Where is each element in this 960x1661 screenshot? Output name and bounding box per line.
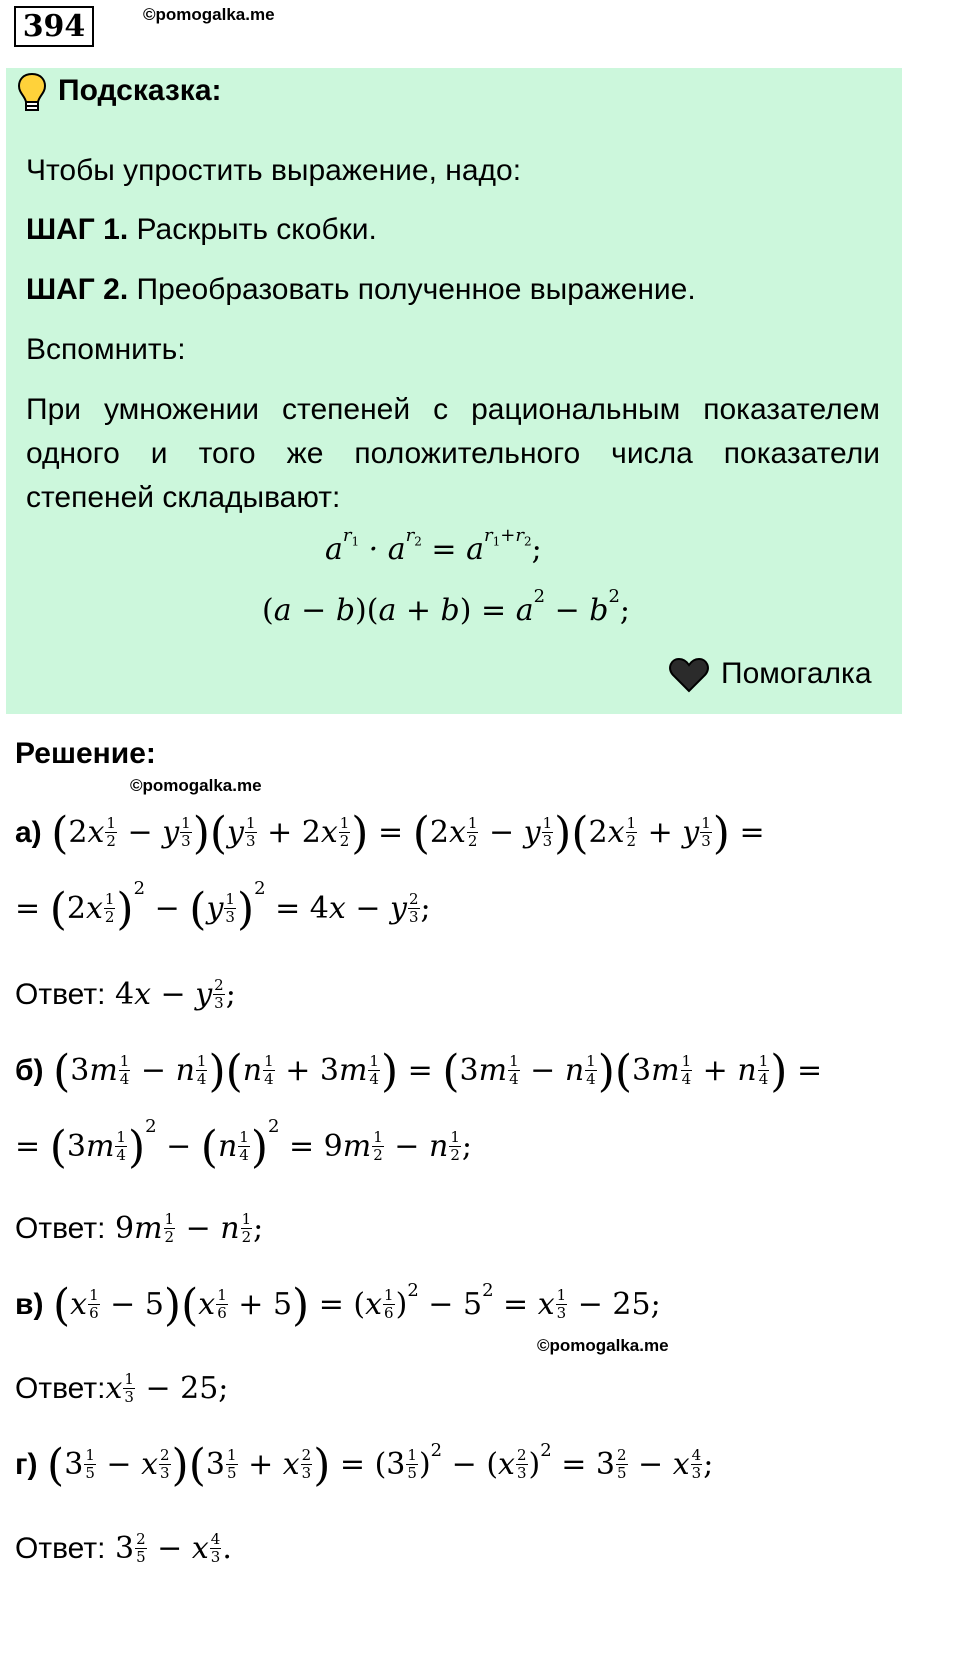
answer-label: Ответ: (15, 978, 106, 1011)
hint-step1 (26, 208, 377, 252)
answer-g: Ответ: 3 $\frac{2}{5}$ − x $\frac{4}{3}$ . (15, 1530, 232, 1566)
solution-b-line2: = (3m $\frac{1}{4}$ )$^2$ − (n $\frac{1}{4}$ )$^2$ = 9m $\frac{1}{2}$ − n $\frac{1}{2}$ ; (15, 1116, 472, 1173)
label-b: б) (15, 1054, 44, 1087)
hint-step2 (26, 268, 696, 312)
solution-title: Решение: (15, 737, 156, 770)
formula-powers: $a^{r_1} \cdot a^{r_2} = a^{r_1+r_2}$; (325, 525, 542, 567)
solution-g: г) (3 $\frac{1}{5}$ − x $\frac{2}{3}$ )(3 $\frac{1}{5}$ + x $\frac{2}{3}$ ) = (3 $\frac{1}{5}$ )$^2$ − (x $\frac{2}{3}$ )$^2$ = 3 $\frac{2}{5}$ − x $\frac{4}{3}$ ; (15, 1440, 714, 1491)
step1-text: Раскрыть скобки. (128, 213, 377, 246)
solution-a-line1: а) (2x $\frac{1}{2}$ − y $\frac{1}{3}$ )(y $\frac{1}{3}$ + 2x $\frac{1}{2}$ ) = (2x $\frac{1}{2}$ − y $\frac{1}{3}$ )(2x $\frac{1}{2}$ + y $\frac{1}{3}$ ) = (15, 808, 765, 859)
hint-rule: При умножении степеней с рациональным показателем одного и того же положительного числа показатели степеней складывают: (26, 393, 880, 514)
watermark: ©pomogalka.me (537, 1336, 669, 1355)
hint-title: Подсказка: (58, 74, 222, 107)
watermark: ©pomogalka.me (143, 5, 275, 24)
watermark: ©pomogalka.me (130, 776, 262, 795)
answer-label: Ответ: (15, 1532, 106, 1565)
lightbulb-icon (16, 72, 48, 114)
step1-label: ШАГ 1. (26, 213, 129, 246)
hint-remember: Вспомнить: (26, 333, 186, 366)
task-number: 394 (14, 6, 94, 47)
answer-label: Ответ: (15, 1372, 106, 1405)
answer-label: Ответ: (15, 1212, 106, 1245)
solution-a-line2: = (2x $\frac{1}{2}$ )$^2$ − (y $\frac{1}{3}$ )$^2$ = 4x − y $\frac{2}{3}$ ; (15, 878, 431, 935)
heart-icon (668, 656, 710, 694)
label-g: г) (15, 1448, 38, 1481)
solution-b-line1: б) (3m $\frac{1}{4}$ − n $\frac{1}{4}$ )(n $\frac{1}{4}$ + 3m $\frac{1}{4}$ ) = (3m $\frac{1}{4}$ − n $\frac{1}{4}$ )(3m $\frac{1}{4}$ + n $\frac{1}{4}$ ) = (15, 1046, 823, 1097)
formula-diff-squares: $(a - b)(a + b) = a^2 - b^2$; (262, 586, 631, 628)
hint-intro: Чтобы упростить выражение, надо: (26, 154, 522, 187)
solution-v: в) (x $\frac{1}{6}$ − 5)(x $\frac{1}{6}$ + 5) = (x $\frac{1}{6}$ )$^2 - 5^2 = x$ $\frac{1}{3}$ − 25; (15, 1280, 661, 1331)
answer-b: Ответ: 9m $\frac{1}{2}$ − n $\frac{1}{2}$ ; (15, 1210, 264, 1246)
label-a: а) (15, 816, 42, 849)
step2-label: ШАГ 2. (26, 273, 129, 306)
brand-name: Помогалка (721, 657, 872, 690)
step2-text: Преобразовать полученное выражение. (128, 273, 696, 306)
answer-v: Ответ:x $\frac{1}{3}$ − 25; (15, 1370, 229, 1406)
answer-a: Ответ: 4x − y $\frac{2}{3}$ ; (15, 976, 236, 1012)
label-v: в) (15, 1288, 44, 1321)
